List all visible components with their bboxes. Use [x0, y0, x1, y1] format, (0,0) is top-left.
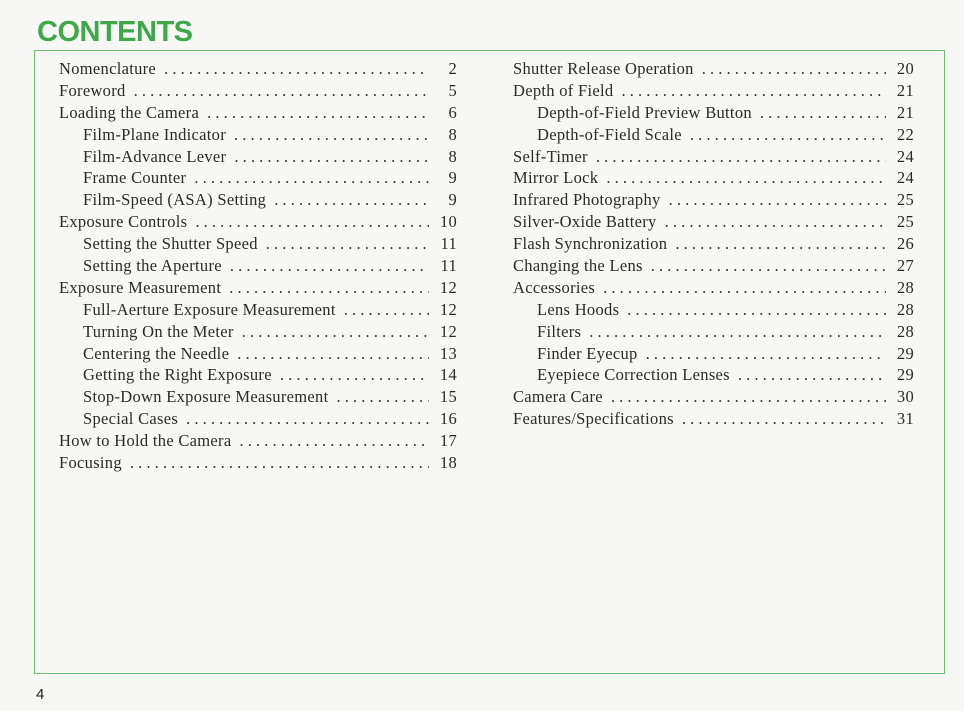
toc-entry[interactable] — [513, 255, 914, 277]
toc-entry-title: Depth-of-Field Preview Button — [537, 102, 752, 122]
toc-entry-title: Silver-Oxide Battery — [513, 212, 657, 232]
toc-entry[interactable] — [513, 58, 914, 80]
toc-dot-leader — [195, 211, 429, 233]
toc-entry-page: 25 — [896, 190, 914, 210]
toc-entry-title: Finder Eyecup — [537, 343, 638, 363]
toc-dot-leader — [682, 408, 886, 430]
toc-entry[interactable] — [513, 80, 914, 102]
page-number: 4 — [36, 686, 45, 703]
toc-dot-leader — [336, 386, 429, 408]
toc-entry-page: 29 — [896, 365, 914, 385]
toc-entry[interactable] — [513, 321, 914, 343]
toc-entry[interactable] — [513, 102, 914, 124]
toc-dot-leader — [760, 102, 886, 124]
toc-dot-leader — [130, 452, 429, 474]
toc-entry[interactable] — [513, 364, 914, 386]
toc-entry-page: 9 — [448, 168, 457, 188]
toc-entry[interactable] — [59, 277, 457, 299]
toc-dot-leader — [603, 277, 886, 299]
toc-entry[interactable] — [59, 408, 457, 430]
toc-entry[interactable] — [513, 386, 914, 408]
toc-entry[interactable] — [59, 124, 457, 146]
toc-dot-leader — [234, 124, 429, 146]
toc-entry[interactable] — [59, 102, 457, 124]
toc-column-right — [513, 58, 914, 430]
toc-entry[interactable] — [59, 364, 457, 386]
toc-entry-page: 14 — [439, 365, 457, 385]
toc-dot-leader — [234, 146, 429, 168]
toc-entry-title: Accessories — [513, 277, 596, 297]
toc-entry[interactable] — [59, 146, 457, 168]
toc-entry[interactable] — [59, 189, 457, 211]
toc-entry[interactable] — [513, 408, 914, 430]
toc-entry[interactable] — [59, 211, 457, 233]
toc-entry-page: 22 — [896, 124, 914, 144]
toc-entry-page: 10 — [439, 212, 457, 232]
toc-entry-page: 2 — [448, 59, 457, 78]
toc-entry-title: Self-Timer — [513, 146, 588, 166]
toc-entry-title: Setting the Shutter Speed — [83, 234, 258, 254]
toc-entry-title: Depth of Field — [513, 80, 614, 100]
toc-dot-leader — [606, 167, 886, 189]
toc-entry[interactable] — [513, 299, 914, 321]
toc-dot-leader — [266, 233, 429, 255]
toc-entry-title: Foreword — [59, 80, 126, 100]
toc-entry[interactable] — [513, 277, 914, 299]
toc-entry[interactable] — [59, 452, 457, 474]
toc-entry[interactable] — [59, 167, 457, 189]
toc-entry-title: Features/Specifications — [513, 409, 674, 429]
toc-entry-title: Changing the Lens — [513, 256, 643, 276]
toc-dot-leader — [589, 321, 886, 343]
toc-dot-leader — [186, 408, 429, 430]
toc-entry-page: 27 — [896, 256, 914, 276]
toc-entry-title: Mirror Lock — [513, 168, 599, 188]
toc-entry-page: 6 — [448, 102, 457, 122]
toc-entry-page: 11 — [440, 234, 457, 254]
toc-entry-page: 12 — [439, 277, 457, 297]
toc-entry-page: 17 — [439, 431, 457, 451]
toc-entry-page: 9 — [448, 190, 457, 210]
toc-entry-page: 21 — [896, 102, 914, 122]
toc-entry-title: Nomenclature — [59, 59, 157, 78]
toc-dot-leader — [611, 386, 886, 408]
toc-entry[interactable] — [59, 255, 457, 277]
toc-entry[interactable] — [513, 211, 914, 233]
toc-entry[interactable] — [59, 233, 457, 255]
toc-entry[interactable] — [59, 321, 457, 343]
toc-entry-page: 12 — [439, 321, 457, 341]
toc-dot-leader — [242, 321, 429, 343]
toc-entry[interactable] — [513, 124, 914, 146]
toc-dot-leader — [274, 189, 429, 211]
toc-dot-leader — [344, 299, 429, 321]
toc-dot-leader — [230, 255, 429, 277]
toc-column-left — [59, 58, 457, 474]
toc-dot-leader — [596, 146, 886, 168]
toc-entry-title: Depth-of-Field Scale — [537, 124, 682, 144]
toc-entry[interactable] — [513, 233, 914, 255]
toc-entry-page: 20 — [896, 59, 914, 78]
toc-entry-page: 29 — [896, 343, 914, 363]
toc-entry-title: Shutter Release Operation — [513, 59, 694, 78]
toc-entry-title: Eyepiece Correction Lenses — [537, 365, 730, 385]
toc-entry[interactable] — [59, 80, 457, 102]
toc-entry-title: Full-Aerture Exposure Measurement — [83, 299, 336, 319]
toc-entry-page: 15 — [439, 387, 457, 407]
toc-dot-leader — [229, 277, 429, 299]
toc-dot-leader — [280, 364, 429, 386]
toc-entry-title: Camera Care — [513, 387, 603, 407]
toc-dot-leader — [237, 343, 429, 365]
toc-entry-page: 12 — [439, 299, 457, 319]
toc-entry-title: Infrared Photography — [513, 190, 661, 210]
toc-entry-page: 8 — [448, 124, 457, 144]
toc-entry[interactable] — [59, 299, 457, 321]
toc-entry-title: Centering the Needle — [83, 343, 230, 363]
toc-dot-leader — [651, 255, 886, 277]
toc-dot-leader — [194, 167, 429, 189]
toc-entry-title: Lens Hoods — [537, 299, 620, 319]
toc-entry-title: Film-Plane Indicator — [83, 124, 227, 144]
toc-dot-leader — [690, 124, 886, 146]
toc-entry[interactable] — [513, 189, 914, 211]
toc-entry-title: Loading the Camera — [59, 102, 200, 122]
toc-dot-leader — [646, 343, 886, 365]
toc-entry-page: 25 — [896, 212, 914, 232]
toc-entry-title: Setting the Aperture — [83, 256, 222, 276]
toc-entry-title: Turning On the Meter — [83, 321, 234, 341]
toc-entry-page: 30 — [896, 387, 914, 407]
toc-dot-leader — [164, 58, 429, 80]
toc-entry-page: 13 — [439, 343, 457, 363]
toc-entry-page: 21 — [896, 80, 914, 100]
toc-entry-page: 5 — [448, 80, 457, 100]
toc-entry-title: Film-Advance Lever — [83, 146, 227, 166]
toc-entry[interactable] — [59, 386, 457, 408]
toc-entry-title: Stop-Down Exposure Measurement — [83, 387, 329, 407]
toc-entry-title: Film-Speed (ASA) Setting — [83, 190, 267, 210]
toc-entry-title: Focusing — [59, 453, 122, 473]
toc-entry-page: 28 — [896, 321, 914, 341]
toc-entry-title: Special Cases — [83, 409, 179, 429]
toc-entry-title: Flash Synchronization — [513, 234, 668, 254]
toc-entry-title: Filters — [537, 321, 582, 341]
toc-entry-page: 8 — [448, 146, 457, 166]
toc-dot-leader — [621, 80, 886, 102]
toc-entry-page: 11 — [440, 256, 457, 276]
toc-dot-leader — [239, 430, 429, 452]
toc-entry[interactable] — [513, 343, 914, 365]
toc-entry-page: 24 — [896, 168, 914, 188]
toc-entry-page: 24 — [896, 146, 914, 166]
toc-entry[interactable] — [59, 343, 457, 365]
toc-dot-leader — [207, 102, 429, 124]
toc-dot-leader — [627, 299, 886, 321]
toc-entry-page: 28 — [896, 277, 914, 297]
toc-dot-leader — [675, 233, 886, 255]
toc-entry-title: How to Hold the Camera — [59, 431, 232, 451]
toc-dot-leader — [702, 58, 886, 80]
toc-dot-leader — [134, 80, 429, 102]
toc-entry-page: 26 — [896, 234, 914, 254]
toc-entry-page: 28 — [896, 299, 914, 319]
toc-entry[interactable] — [513, 146, 914, 168]
toc-entry[interactable] — [59, 58, 457, 80]
toc-entry-page: 16 — [439, 409, 457, 429]
toc-entry-page: 18 — [439, 453, 457, 473]
toc-entry-title: Exposure Controls — [59, 212, 188, 232]
toc-entry[interactable] — [513, 167, 914, 189]
toc-entry-page: 31 — [896, 409, 914, 429]
toc-dot-leader — [738, 364, 886, 386]
toc-entry-title: Frame Counter — [83, 168, 187, 188]
toc-dot-leader — [669, 189, 886, 211]
toc-entry-title: Exposure Measurement — [59, 277, 222, 297]
toc-entry-title: Getting the Right Exposure — [83, 365, 272, 385]
toc-entry[interactable] — [59, 430, 457, 452]
contents-heading: CONTENTS — [37, 16, 193, 48]
toc-dot-leader — [665, 211, 886, 233]
